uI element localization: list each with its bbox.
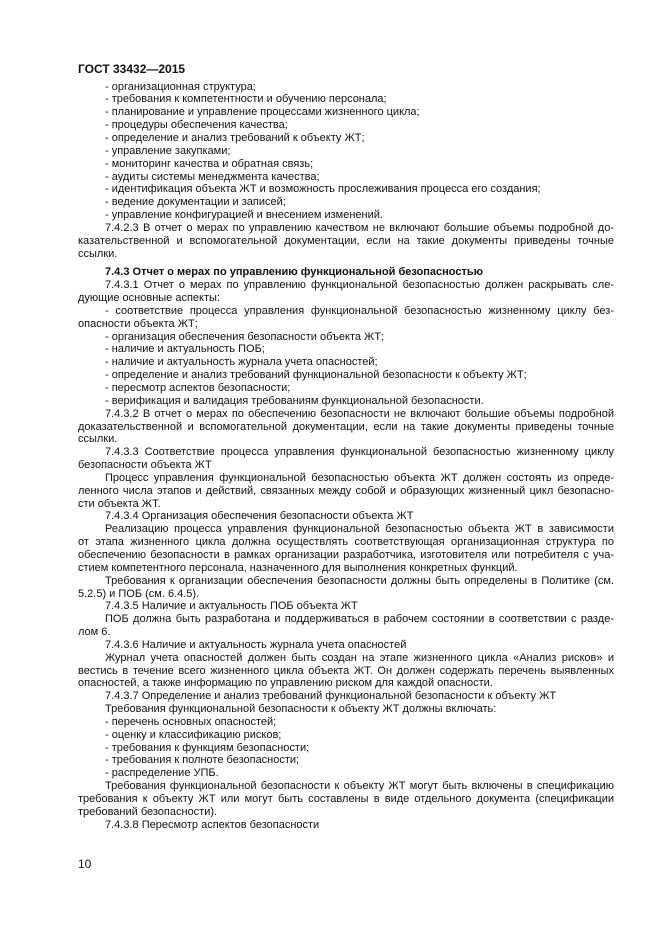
paragraph [78, 613, 614, 639]
list-item [78, 209, 614, 222]
text-line: Реализацию процесса управления функциональной безопасностью объекта ЖТ в зависимости [105, 523, 614, 536]
list-item [78, 382, 614, 395]
list-item [78, 81, 614, 94]
text-line: требования к объекту ЖТ или могут быть составлены в виде отдельного документа (спецификации [78, 793, 614, 805]
list-item [78, 716, 614, 729]
paragraph [78, 600, 614, 613]
text-line: - ведение документации и записей; [105, 196, 286, 209]
paragraph [78, 279, 614, 305]
text-line: Процесс управления функциональной безопасностью объекта ЖТ должен состоять из опреде- [105, 471, 614, 484]
list-item [78, 331, 614, 344]
text-line: - требования к полноте безопасности; [105, 754, 300, 767]
list-item [78, 171, 614, 184]
text-line: - управление конфигурацией и внесением изменений. [105, 209, 383, 222]
text-line: ссылки. [78, 433, 118, 446]
text-line: - определение и анализ требований к объекту ЖТ; [105, 131, 365, 144]
text-line: - наличие и актуальность ПОБ; [105, 343, 265, 356]
text-line: - аудиты системы менеджмента качества; [105, 170, 320, 183]
text-line: безопасности объекта ЖТ [78, 459, 212, 472]
text-line: - требования к функциям безопасности; [105, 741, 310, 754]
text-line: 7.4.3.3 Соответствие процесса управления функциональной безопасностью жизненному циклу [105, 446, 614, 459]
list-item [78, 196, 614, 209]
paragraph [78, 652, 614, 691]
paragraph [78, 510, 614, 523]
text-line: - требования к компетентности и обучению персонала; [105, 93, 387, 106]
text-line: дующие основные аспекты: [78, 292, 220, 305]
text-line: - верификация и валидация требованиям функциональной безопасности. [105, 394, 484, 407]
text-line: вестись в течение всего жизненного цикла объекта ЖТ. Он должен содержать перечень выявленных [78, 664, 614, 677]
text-line: - организационная структура; [105, 80, 256, 93]
text-line: 7.4.3.1 Отчет о мерах по управлению функциональной безопасностью должен раскрывать сле- [105, 279, 614, 292]
list-item [78, 106, 614, 119]
page-number: 10 [78, 857, 92, 871]
text-line: 5.2.5) и ПОБ (см. 6.4.5). [78, 587, 200, 600]
paragraph [78, 446, 614, 472]
text-line: сти объекта ЖТ. [78, 497, 161, 510]
paragraph [78, 222, 614, 261]
paragraph [78, 690, 614, 703]
text-line: 7.4.2.3 В отчет о мерах по управлению качеством не включают большие объемы подробной до- [105, 221, 614, 234]
text-line: - мониторинг качества и обратная связь; [105, 157, 314, 170]
text-line: - оценку и классификацию рисков; [105, 728, 282, 741]
list-item [78, 742, 614, 755]
text-line: 7.4.3.6 Наличие и актуальность журнала учета опасностей [105, 638, 407, 651]
list-item [78, 356, 614, 369]
list-item [78, 132, 614, 145]
text-line: - перечень основных опасностей; [105, 715, 277, 728]
text-line: - соответствие процесса управления функциональной безопасностью жизненному циклу без- [105, 304, 614, 317]
text-line: - управление закупками; [105, 144, 231, 157]
text-line: - планирование и управление процессами жизненного цикла; [105, 106, 420, 119]
text-line: - наличие и актуальность журнала учета опасностей; [105, 356, 378, 369]
text-line: 7.4.3.4 Организация обеспечения безопасности объекта ЖТ [105, 510, 414, 523]
text-line: требований безопасности). [78, 805, 218, 818]
text-line: Требования функциональной безопасности к объекту ЖТ должны включать: [105, 703, 497, 716]
paragraph [78, 523, 614, 574]
paragraph [78, 780, 614, 819]
list-item [78, 369, 614, 382]
paragraph [78, 703, 614, 716]
text-line: стием компетентного персонала, назначенного для выполнения конкретных функций. [78, 561, 518, 574]
text-line: 7.4.3.8 Пересмотр аспектов безопасности [105, 818, 320, 831]
paragraph [78, 472, 614, 511]
text-line: лом 6. [78, 626, 111, 639]
list-item [78, 145, 614, 158]
document-header: ГОСТ 33432—2015 [78, 62, 186, 76]
text-line: Требования к организации обеспечения безопасности должны быть определены в Политике (см. [105, 574, 614, 587]
paragraph [78, 819, 614, 832]
text-line: - идентификация объекта ЖТ и возможность прослеживания процесса его создания; [105, 183, 541, 196]
paragraph [78, 305, 614, 331]
text-line: 7.4.3 Отчет о мерах по управлению функциональной безопасностью [105, 266, 484, 279]
section-heading [78, 266, 614, 279]
text-line: Требования функциональной безопасности к объекту ЖТ могут быть включены в спецификацию [105, 780, 614, 793]
list-item [78, 93, 614, 106]
text-line: 7.4.3.5 Наличие и актуальность ПОБ объекта ЖТ [105, 600, 358, 613]
text-line: - определение и анализ требований функциональной безопасности к объекту ЖТ; [105, 369, 527, 382]
text-line: 7.4.3.7 Определение и анализ требований функциональной безопасности к объекту ЖТ [105, 690, 557, 703]
list-item [78, 119, 614, 132]
list-item [78, 395, 614, 408]
text-line: ссылки. [78, 247, 118, 260]
paragraph [78, 575, 614, 601]
text-line: ПОБ должна быть разработана и поддерживаться в рабочем состоянии в соответствии с разде- [105, 613, 614, 626]
text-line: - процедуры обеспечения качества; [105, 119, 288, 132]
list-item [78, 158, 614, 171]
paragraph [78, 408, 614, 447]
list-item [78, 767, 614, 780]
text-line: 7.4.3.2 В отчет о мерах по обеспечению безопасности не включают большие объемы подробной [105, 407, 614, 420]
text-line: опасности объекта ЖТ; [78, 317, 198, 330]
paragraph [78, 639, 614, 652]
list-item [78, 754, 614, 767]
document-body [78, 81, 614, 832]
text-line: казательственной и вспомогательной документации, если на такие документы приведены точные [78, 234, 614, 247]
list-item [78, 343, 614, 356]
list-item [78, 729, 614, 742]
text-line: ленного числа этапов и действий, связанных между собой и образующих жизненный цикл безопасно- [78, 484, 614, 497]
text-line: - распределение УПБ. [105, 767, 219, 780]
text-line: - организация обеспечения безопасности объекта ЖТ; [105, 330, 385, 343]
text-line: опасностей, а также информацию по управлению риском для каждой опасности. [78, 677, 493, 690]
text-line: Журнал учета опасностей должен быть создан на этапе жизненного цикла «Анализ рисков» и [105, 651, 614, 664]
text-line: от этапа жизненного цикла должна осуществлять соответствующая организационная структура по [78, 536, 614, 549]
text-line: обеспечению безопасности в рамках организации разработчика, изготовителя или потребителя с уча- [78, 548, 614, 561]
list-item [78, 183, 614, 196]
text-line: доказательственной и вспомогательной документации, если на такие документы приведены точные [78, 420, 614, 433]
text-line: - пересмотр аспектов безопасности; [105, 382, 291, 394]
